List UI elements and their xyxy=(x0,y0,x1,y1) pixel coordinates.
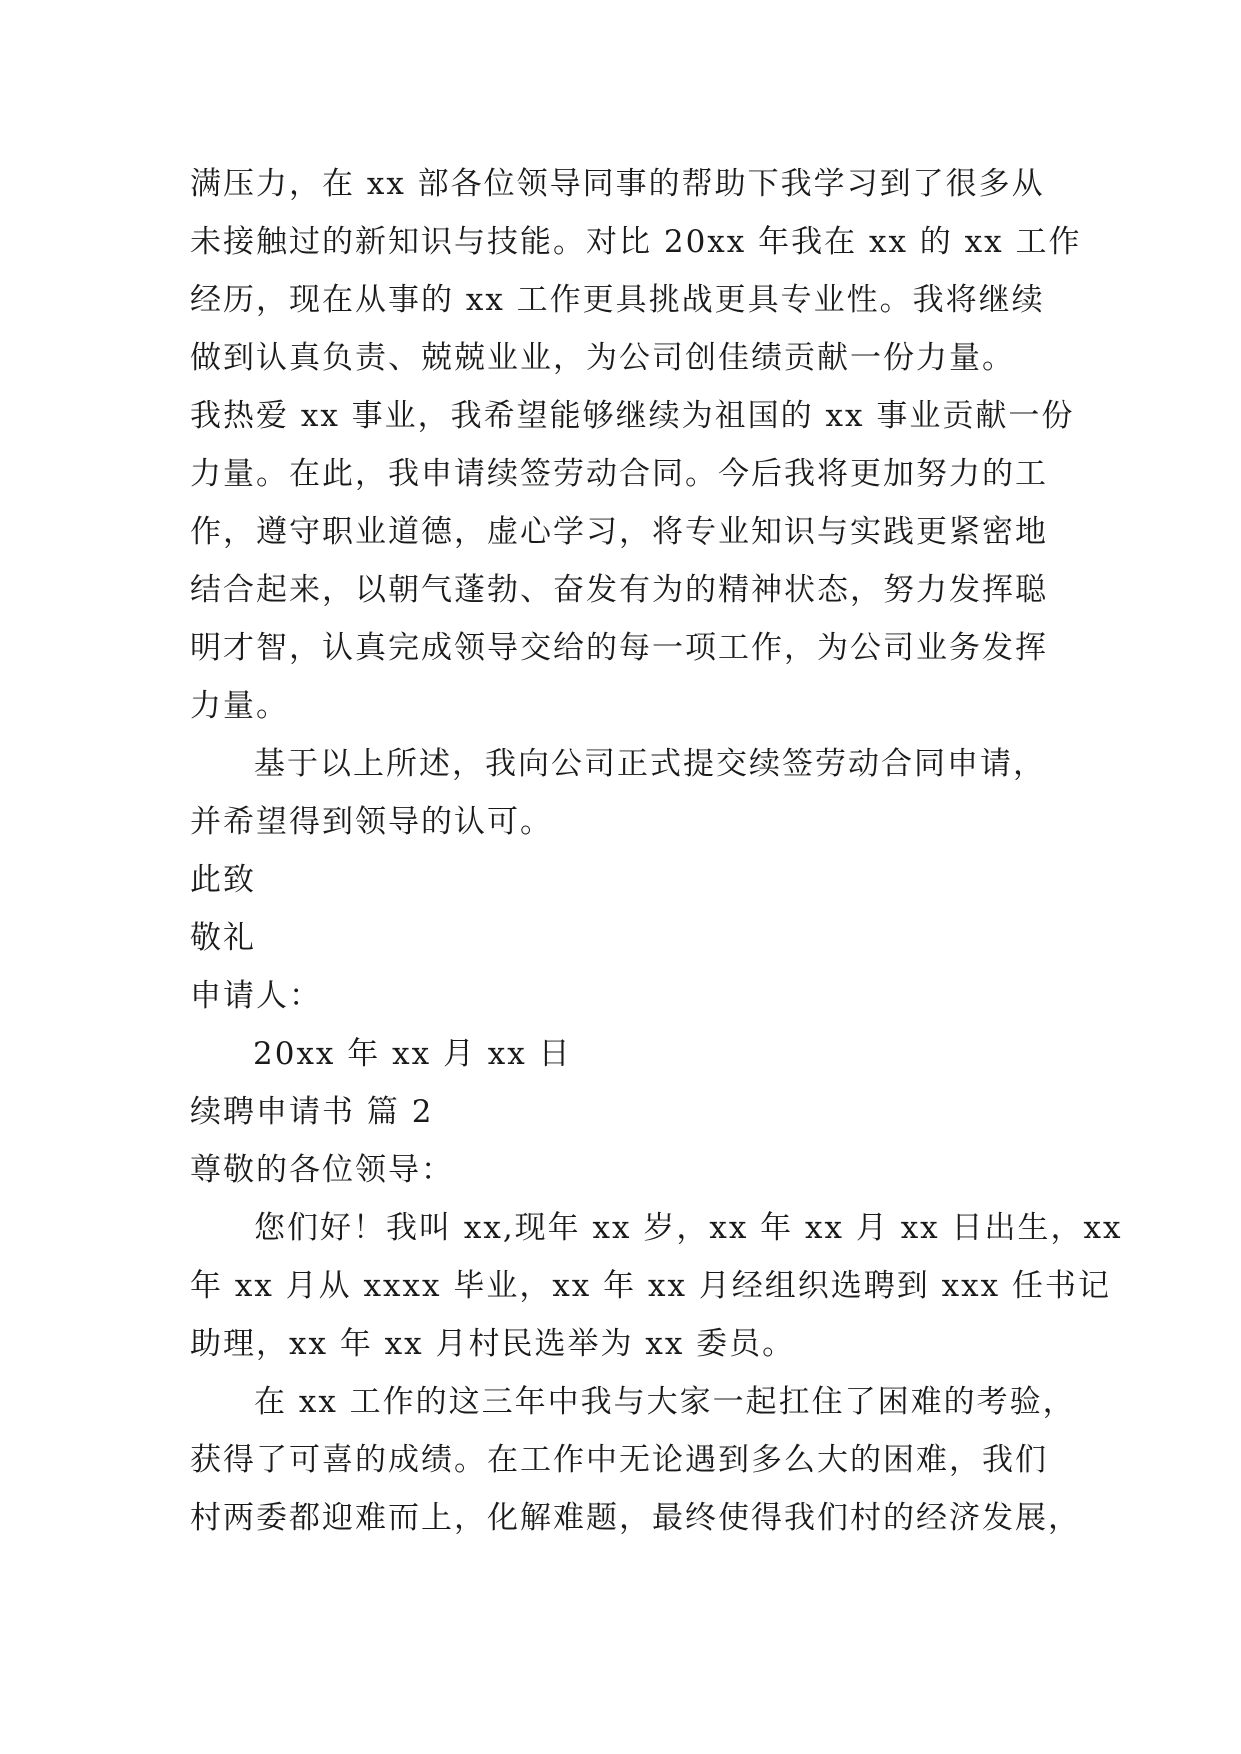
section-heading: 续聘申请书 篇 2 xyxy=(190,1094,434,1130)
text-line: 经历，现在从事的 xx 工作更具挑战更具专业性。我将继续 xyxy=(190,282,1045,318)
text-line: 未接触过的新知识与技能。对比 20xx 年我在 xx 的 xx 工作 xyxy=(190,224,1082,260)
closing-regards: 敬礼 xyxy=(190,920,256,956)
paragraph-start: 您们好！我叫 xx,现年 xx 岁，xx 年 xx 月 xx 日出生，xx xyxy=(254,1210,1123,1246)
text-line: 结合起来，以朝气蓬勃、奋发有为的精神状态，努力发挥聪 xyxy=(190,572,1048,608)
text-line: 作，遵守职业道德，虚心学习，将专业知识与实践更紧密地 xyxy=(190,514,1048,550)
text-line: 做到认真负责、兢兢业业，为公司创佳绩贡献一份力量。 xyxy=(190,340,1015,376)
text-line: 我热爱 xx 事业，我希望能够继续为祖国的 xx 事业贡献一份 xyxy=(190,398,1075,434)
paragraph-start: 基于以上所述，我向公司正式提交续签劳动合同申请， xyxy=(254,746,1046,782)
text-line: 获得了可喜的成绩。在工作中无论遇到多么大的困难，我们 xyxy=(190,1442,1048,1478)
text-line: 村两委都迎难而上，化解难题，最终使得我们村的经济发展， xyxy=(190,1500,1081,1536)
closing-salutation: 此致 xyxy=(190,862,256,898)
text-line: 力量。 xyxy=(190,688,289,724)
applicant-label: 申请人： xyxy=(190,978,322,1014)
text-line: 力量。在此，我申请续签劳动合同。今后我将更加努力的工 xyxy=(190,456,1048,492)
document-page xyxy=(190,155,1123,1547)
text-line: 并希望得到领导的认可。 xyxy=(190,804,553,840)
text-line: 满压力，在 xx 部各位领导同事的帮助下我学习到了很多从 xyxy=(190,166,1045,202)
text-line: 年 xx 月从 xxxx 毕业，xx 年 xx 月经组织选聘到 xxx 任书记 xyxy=(190,1268,1111,1304)
greeting: 尊敬的各位领导： xyxy=(190,1152,454,1188)
text-line: 助理，xx 年 xx 月村民选举为 xx 委员。 xyxy=(190,1326,796,1362)
paragraph-start: 在 xx 工作的这三年中我与大家一起扛住了困难的考验， xyxy=(254,1384,1076,1420)
signature-date: 20xx 年 xx 月 xx 日 xyxy=(253,1036,572,1072)
text-line: 明才智，认真完成领导交给的每一项工作，为公司业务发挥 xyxy=(190,630,1048,666)
